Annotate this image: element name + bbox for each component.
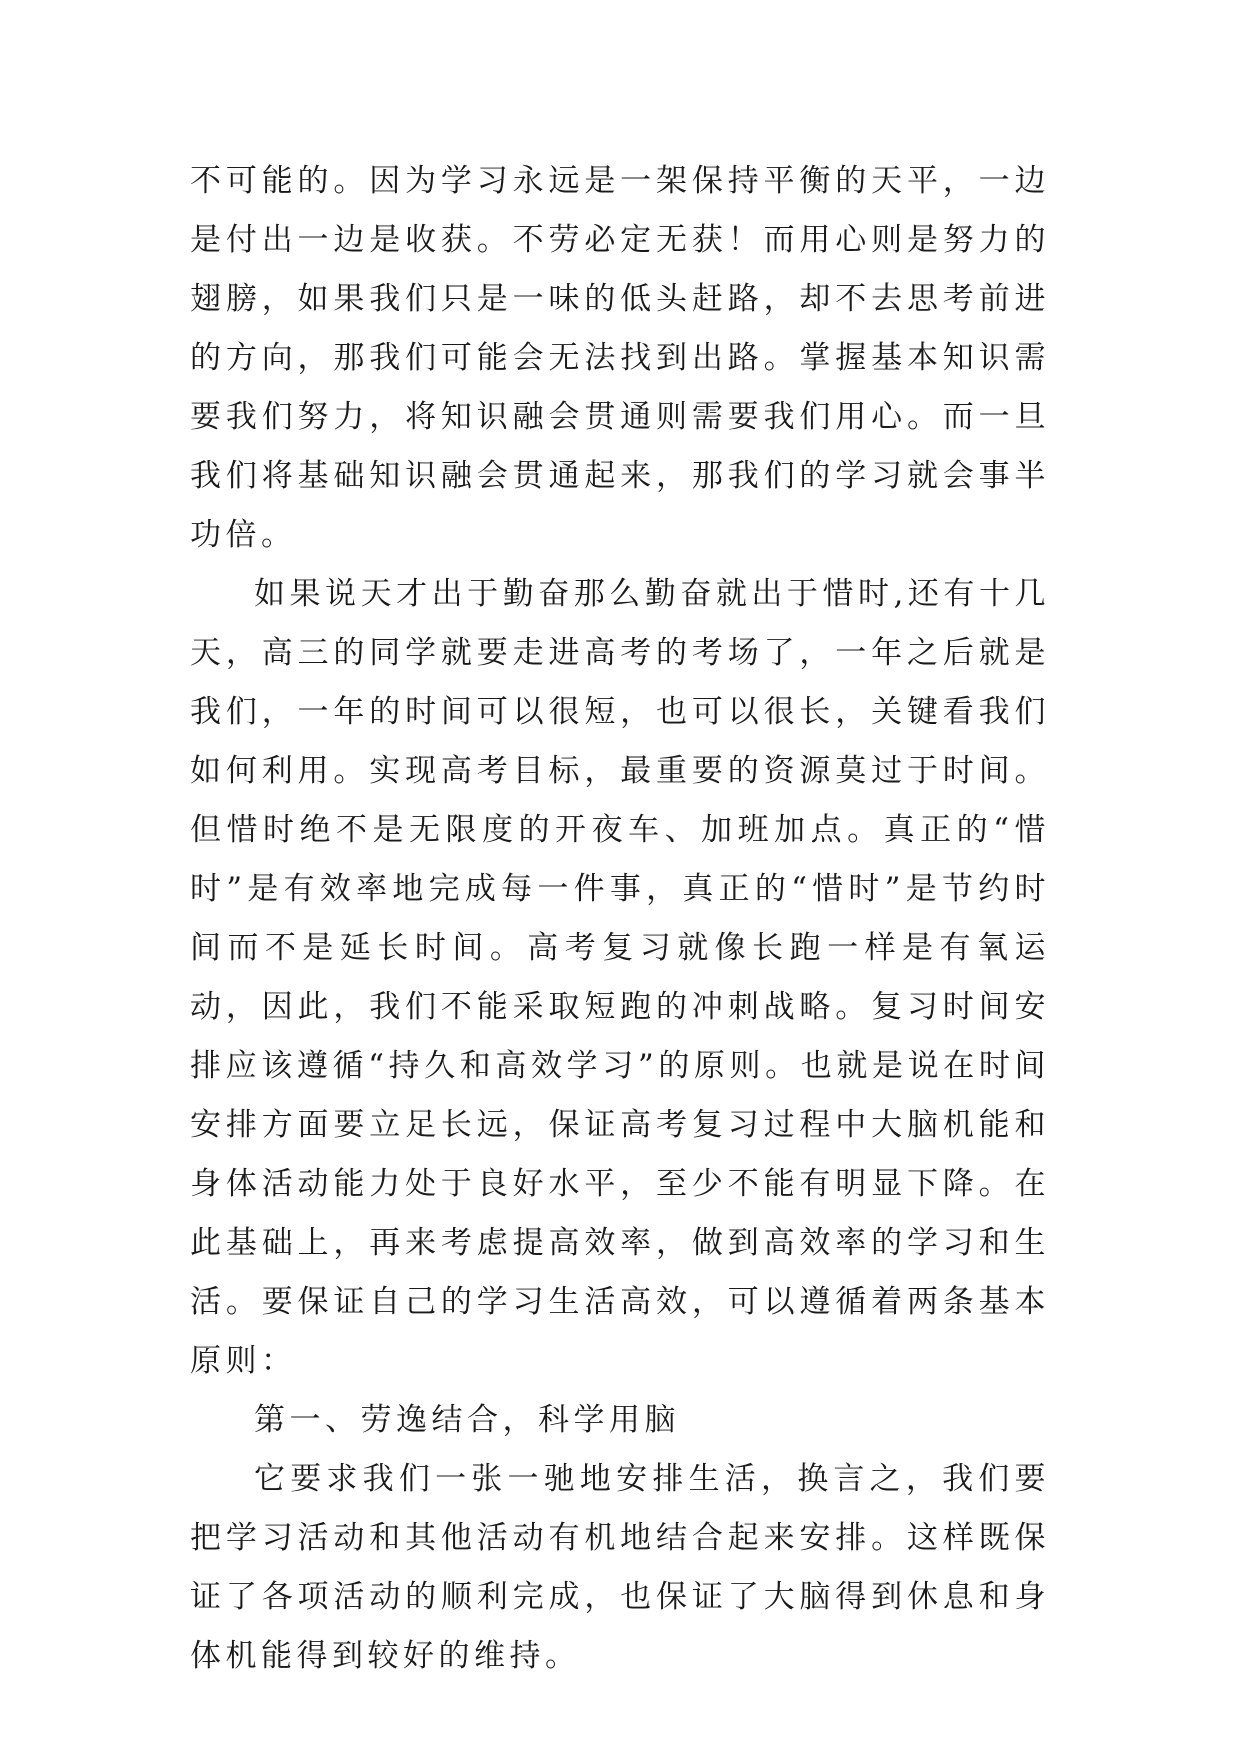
paragraph-principle-one: 它要求我们一张一驰地安排生活，换言之，我们要把学习活动和其他活动有机地结合起来安排。这样既保证了各项活动的顺利完成，也保证了大脑得到休息和身体机能得到较好的维持。 <box>190 1461 1050 1674</box>
document-body <box>190 152 1050 1686</box>
paragraph-time-management: 如果说天才出于勤奋那么勤奋就出于惜时,还有十几天，高三的同学就要走进高考的考场了，一年之后就是我们，一年的时间可以很短，也可以很长，关键看我们如何利用。实现高考目标，最重要的资源莫过于时间。但惜时绝不是无限度的开夜车、加班加点。真正的“惜时”是有效率地完成每一件事，真正的“惜时”是节约时间而不是延长时间。高考复习就像长跑一样是有氧运动，因此，我们不能采取短跑的冲刺战略。复习时间安排应该遵循“持久和高效学习”的原则。也就是说在时间安排方面要立足长远，保证高考复习过程中大脑机能和身体活动能力处于良好水平，至少不能有明显下降。在此基础上，再来考虑提高效率，做到高效率的学习和生活。要保证自己的学习生活高效，可以遵循着两条基本原则： <box>190 576 1050 1379</box>
section-heading-principle-one: 第一、劳逸结合，科学用脑 <box>254 1402 680 1438</box>
paragraph-continuation: 不可能的。因为学习永远是一架保持平衡的天平，一边是付出一边是收获。不劳必定无获！而用心则是努力的翅膀，如果我们只是一味的低头赶路，却不去思考前进的方向，那我们可能会无法找到出路。掌握基本知识需要我们努力，将知识融会贯通则需要我们用心。而一旦我们将基础知识融会贯通起来，那我们的学习就会事半功倍。 <box>190 163 1050 553</box>
